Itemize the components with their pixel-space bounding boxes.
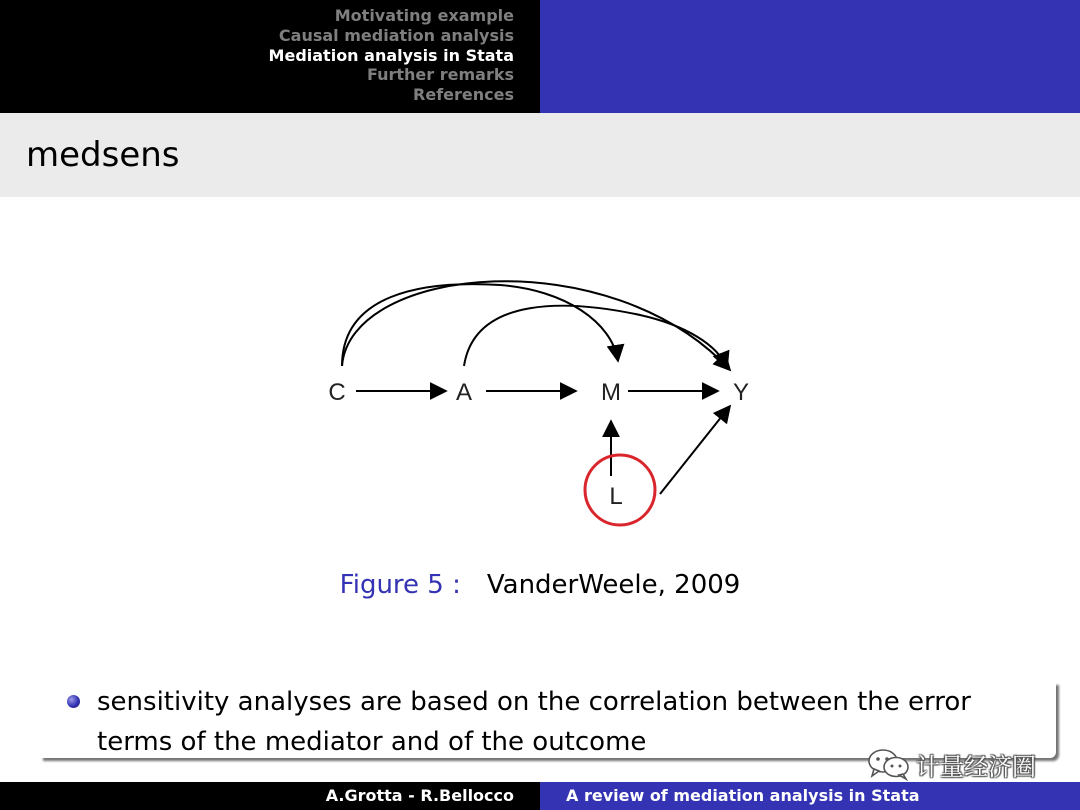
figure-caption-text: VanderWeele, 2009 bbox=[486, 570, 741, 600]
mediation-diagram bbox=[300, 240, 780, 540]
frame-title: medsens bbox=[26, 135, 180, 175]
frame-title-bar bbox=[0, 113, 1080, 197]
bullet-text: sensitivity analyses are based on the correlation between the error terms of the mediator and of the outcome bbox=[97, 687, 971, 757]
nav-item-further-remarks[interactable]: Further remarks bbox=[366, 65, 514, 85]
node-a: A bbox=[455, 379, 473, 406]
edge-a-y-curve bbox=[464, 306, 727, 368]
slide-footer bbox=[0, 782, 1080, 810]
header-right-panel bbox=[540, 0, 1080, 113]
node-y: Y bbox=[732, 379, 750, 406]
node-l: L bbox=[609, 483, 623, 510]
nav-item-references[interactable]: References bbox=[413, 85, 514, 105]
watermark-text: 计量经济圈 bbox=[916, 752, 1036, 781]
footer-presentation-title: A review of mediation analysis in Stata bbox=[540, 782, 1080, 810]
nav-item-mediation-analysis-in-stata[interactable]: Mediation analysis in Stata bbox=[268, 45, 514, 65]
section-navigation bbox=[269, 6, 514, 105]
node-c: C bbox=[328, 379, 346, 406]
figure-caption bbox=[0, 570, 1080, 600]
slide-header bbox=[0, 0, 1080, 113]
watermark bbox=[866, 747, 1036, 781]
header-left-panel bbox=[0, 0, 540, 113]
nav-item-causal-mediation-analysis[interactable]: Causal mediation analysis bbox=[278, 25, 514, 45]
bullet-icon bbox=[67, 695, 80, 708]
edge-c-m-curve bbox=[342, 284, 618, 366]
footer-authors: A.Grotta - R.Bellocco bbox=[0, 782, 540, 810]
wechat-icon bbox=[866, 747, 912, 781]
figure-caption-label: Figure 5 : bbox=[339, 570, 461, 600]
edge-l-y bbox=[660, 406, 730, 494]
node-m: M bbox=[601, 379, 621, 406]
nav-item-motivating-example[interactable]: Motivating example bbox=[334, 6, 514, 25]
